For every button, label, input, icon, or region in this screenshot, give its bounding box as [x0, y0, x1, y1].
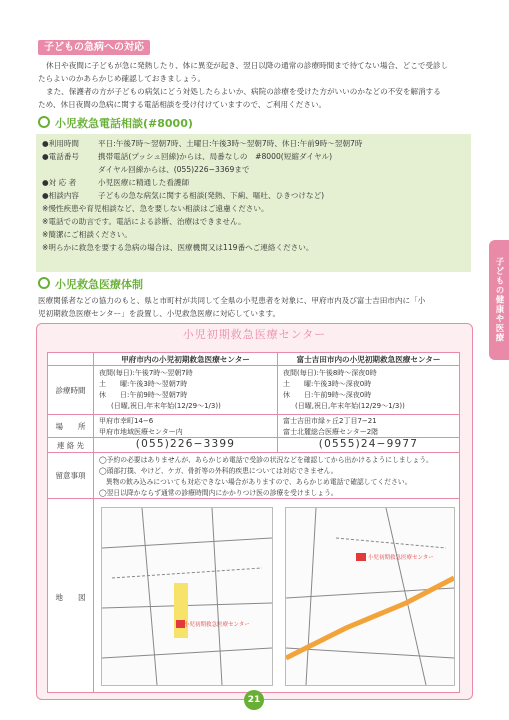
table-title: 小児初期救急医療センター [182, 328, 327, 341]
fuji-phone-link[interactable]: (0555)24−9977 [318, 438, 419, 450]
fuji-map-label: 小児初期救急医療センター [368, 555, 434, 561]
consult-heading [38, 116, 193, 130]
note-line: 異物の飲み込みについても対応できない場合がありますので、あらかじめ電話で確認してください。 [99, 478, 412, 486]
system-line: 児初期救急医療センター」を設置し、小児救急医療に対応しています。 [38, 309, 281, 318]
note-line: ◯翌日以降かならず通常の診療時間内にかかりつけ医の診療を受けましょう。 [99, 489, 338, 497]
place-line: 甲府市地域医療センター内 [99, 428, 183, 436]
fuji-hours [283, 368, 405, 412]
note-line: ◯予約の必要はありませんが、あらかじめ電話で受診の状況などを確認してから出かけるようにしましょう。 [99, 456, 433, 464]
row-key: ●電話番号 [42, 152, 80, 161]
row-value: 平日:午後7時〜翌朝7時、土曜日:午後3時〜翌朝7時、休日:午前9時〜翌朝7時 [98, 139, 363, 148]
intro-line: ため、休日夜間の急病に関する電話相談を受け付けていますので、ご利用ください。 [38, 100, 327, 109]
system-text [38, 294, 478, 320]
consult-note: ※慢性疾患や育児相談など、急を要しない相談はご遠慮ください。 [42, 204, 269, 213]
kofu-phone-link[interactable]: (055)226−3399 [135, 438, 236, 450]
note-line: ◯頭部打撲、やけど、ケガ、骨折等の外科的疾患については対応できません。 [99, 467, 338, 475]
fuji-map-drawing [286, 508, 454, 685]
ring-bullet-icon [38, 116, 50, 128]
consult-row [42, 137, 472, 150]
system-line: 医療関係者などの協力のもと、県と市町村が共同して全県の小児患者を対象に、甲府市内及び富士吉田市内に「小 [38, 296, 426, 305]
consult-info [42, 137, 472, 254]
row-label-contact: 連 絡 先 [56, 441, 85, 450]
kofu-map[interactable] [101, 507, 273, 686]
hours-line: 夜間(毎日):午後7時〜翌朝7時 [99, 369, 193, 377]
kofu-hours [99, 368, 221, 412]
row-label-notes: 留意事項 [55, 471, 86, 480]
fuji-place [283, 416, 378, 438]
intro-text [38, 59, 478, 111]
hours-line: 土 曜:午後3時〜深夜0時 [283, 380, 372, 388]
fuji-map[interactable] [285, 507, 455, 686]
grid-line [277, 352, 278, 452]
place-line: 富士吉田市緑ヶ丘2丁目7−21 [283, 417, 377, 425]
consult-note: ※簡潔にご相談ください。 [42, 230, 132, 239]
consult-note: ※明らかに救急を要する急病の場合は、医療機関又は119番へご連絡ください。 [42, 243, 314, 252]
notes-list [99, 455, 433, 499]
place-line: 富士北麓総合医療センター2階 [283, 428, 379, 436]
consult-row [42, 176, 472, 189]
row-key: ●対 応 者 [42, 178, 77, 187]
row-value: 携帯電話(プッシュ回線)からは、局番なしの #8000(短縮ダイヤル) [98, 152, 333, 161]
consult-title: 小児救急電話相談(#8000) [55, 117, 193, 130]
consult-row [42, 189, 472, 202]
consult-row [42, 150, 472, 163]
intro-line: たらよいのかあらかじめ確認しておきましょう。 [38, 74, 206, 83]
intro-line: また、保護者の方が子どもの病気にどう対処したらよいか、病院の診療を受けた方がいいのかなどの不安を解消する [46, 87, 441, 96]
intro-line: 休日や夜間に子どもが急に発熱したり、体に異変が起き、翌日以降の通常の診療時間まで待てない場合、どこで受診し [46, 61, 449, 70]
kofu-place [99, 416, 183, 438]
hours-line: (日曜,祝日,年末年始(12/29〜1/3)) [295, 402, 405, 410]
kofu-map-drawing [102, 508, 272, 685]
ring-bullet-icon [38, 277, 50, 289]
row-key: ●相談内容 [42, 191, 80, 200]
grid-line [47, 414, 460, 415]
grid-line [47, 365, 460, 366]
grid-line [47, 352, 460, 353]
grid-line [47, 352, 48, 692]
system-title: 小児救急医療体制 [55, 278, 143, 291]
grid-line [459, 352, 460, 692]
hours-line: 夜間(毎日):午後8時〜深夜0時 [283, 369, 377, 377]
page-number: 21 [244, 690, 264, 710]
row-label-map: 地 図 [55, 593, 86, 602]
grid-line [93, 352, 94, 692]
place-line: 甲府市幸町14−6 [99, 417, 154, 425]
hours-line: 休 日:午前9時〜深夜0時 [283, 391, 372, 399]
hours-line: (日曜,祝日,年末年始(12/29〜1/3)) [111, 402, 221, 410]
hours-line: 休 日:午前9時〜翌朝7時 [99, 391, 188, 399]
consult-note: ※電話での助言です。電話による診断、治療はできません。 [42, 217, 246, 226]
system-heading [38, 277, 143, 291]
row-value: 子どもの急な病気に関する相談(発熱、下痢、嘔吐、ひきつけなど) [98, 191, 325, 200]
hours-line: 土 曜:午後3時〜翌朝7時 [99, 380, 188, 388]
consult-row [42, 163, 472, 176]
row-label-place: 場 所 [55, 422, 86, 431]
row-value: 小児医療に精通した看護師 [98, 178, 190, 187]
row-value: ダイヤル回線からは、(055)226−3369まで [98, 165, 250, 174]
row-label-hours: 診療時間 [55, 386, 86, 395]
row-key: ●利用時間 [42, 139, 80, 148]
col-header-fuji: 富士吉田市内の小児初期救急医療センター [296, 355, 441, 364]
kofu-map-label: 小児初期救急医療センター [184, 622, 250, 628]
grid-line [47, 452, 460, 453]
section-tag-emergency: 子どもの急病への対応 [38, 40, 150, 55]
center-table [36, 323, 473, 700]
side-tab-health[interactable]: 子どもの健康や医療 [489, 240, 509, 360]
col-header-kofu: 甲府市内の小児初期救急医療センター [121, 355, 250, 364]
